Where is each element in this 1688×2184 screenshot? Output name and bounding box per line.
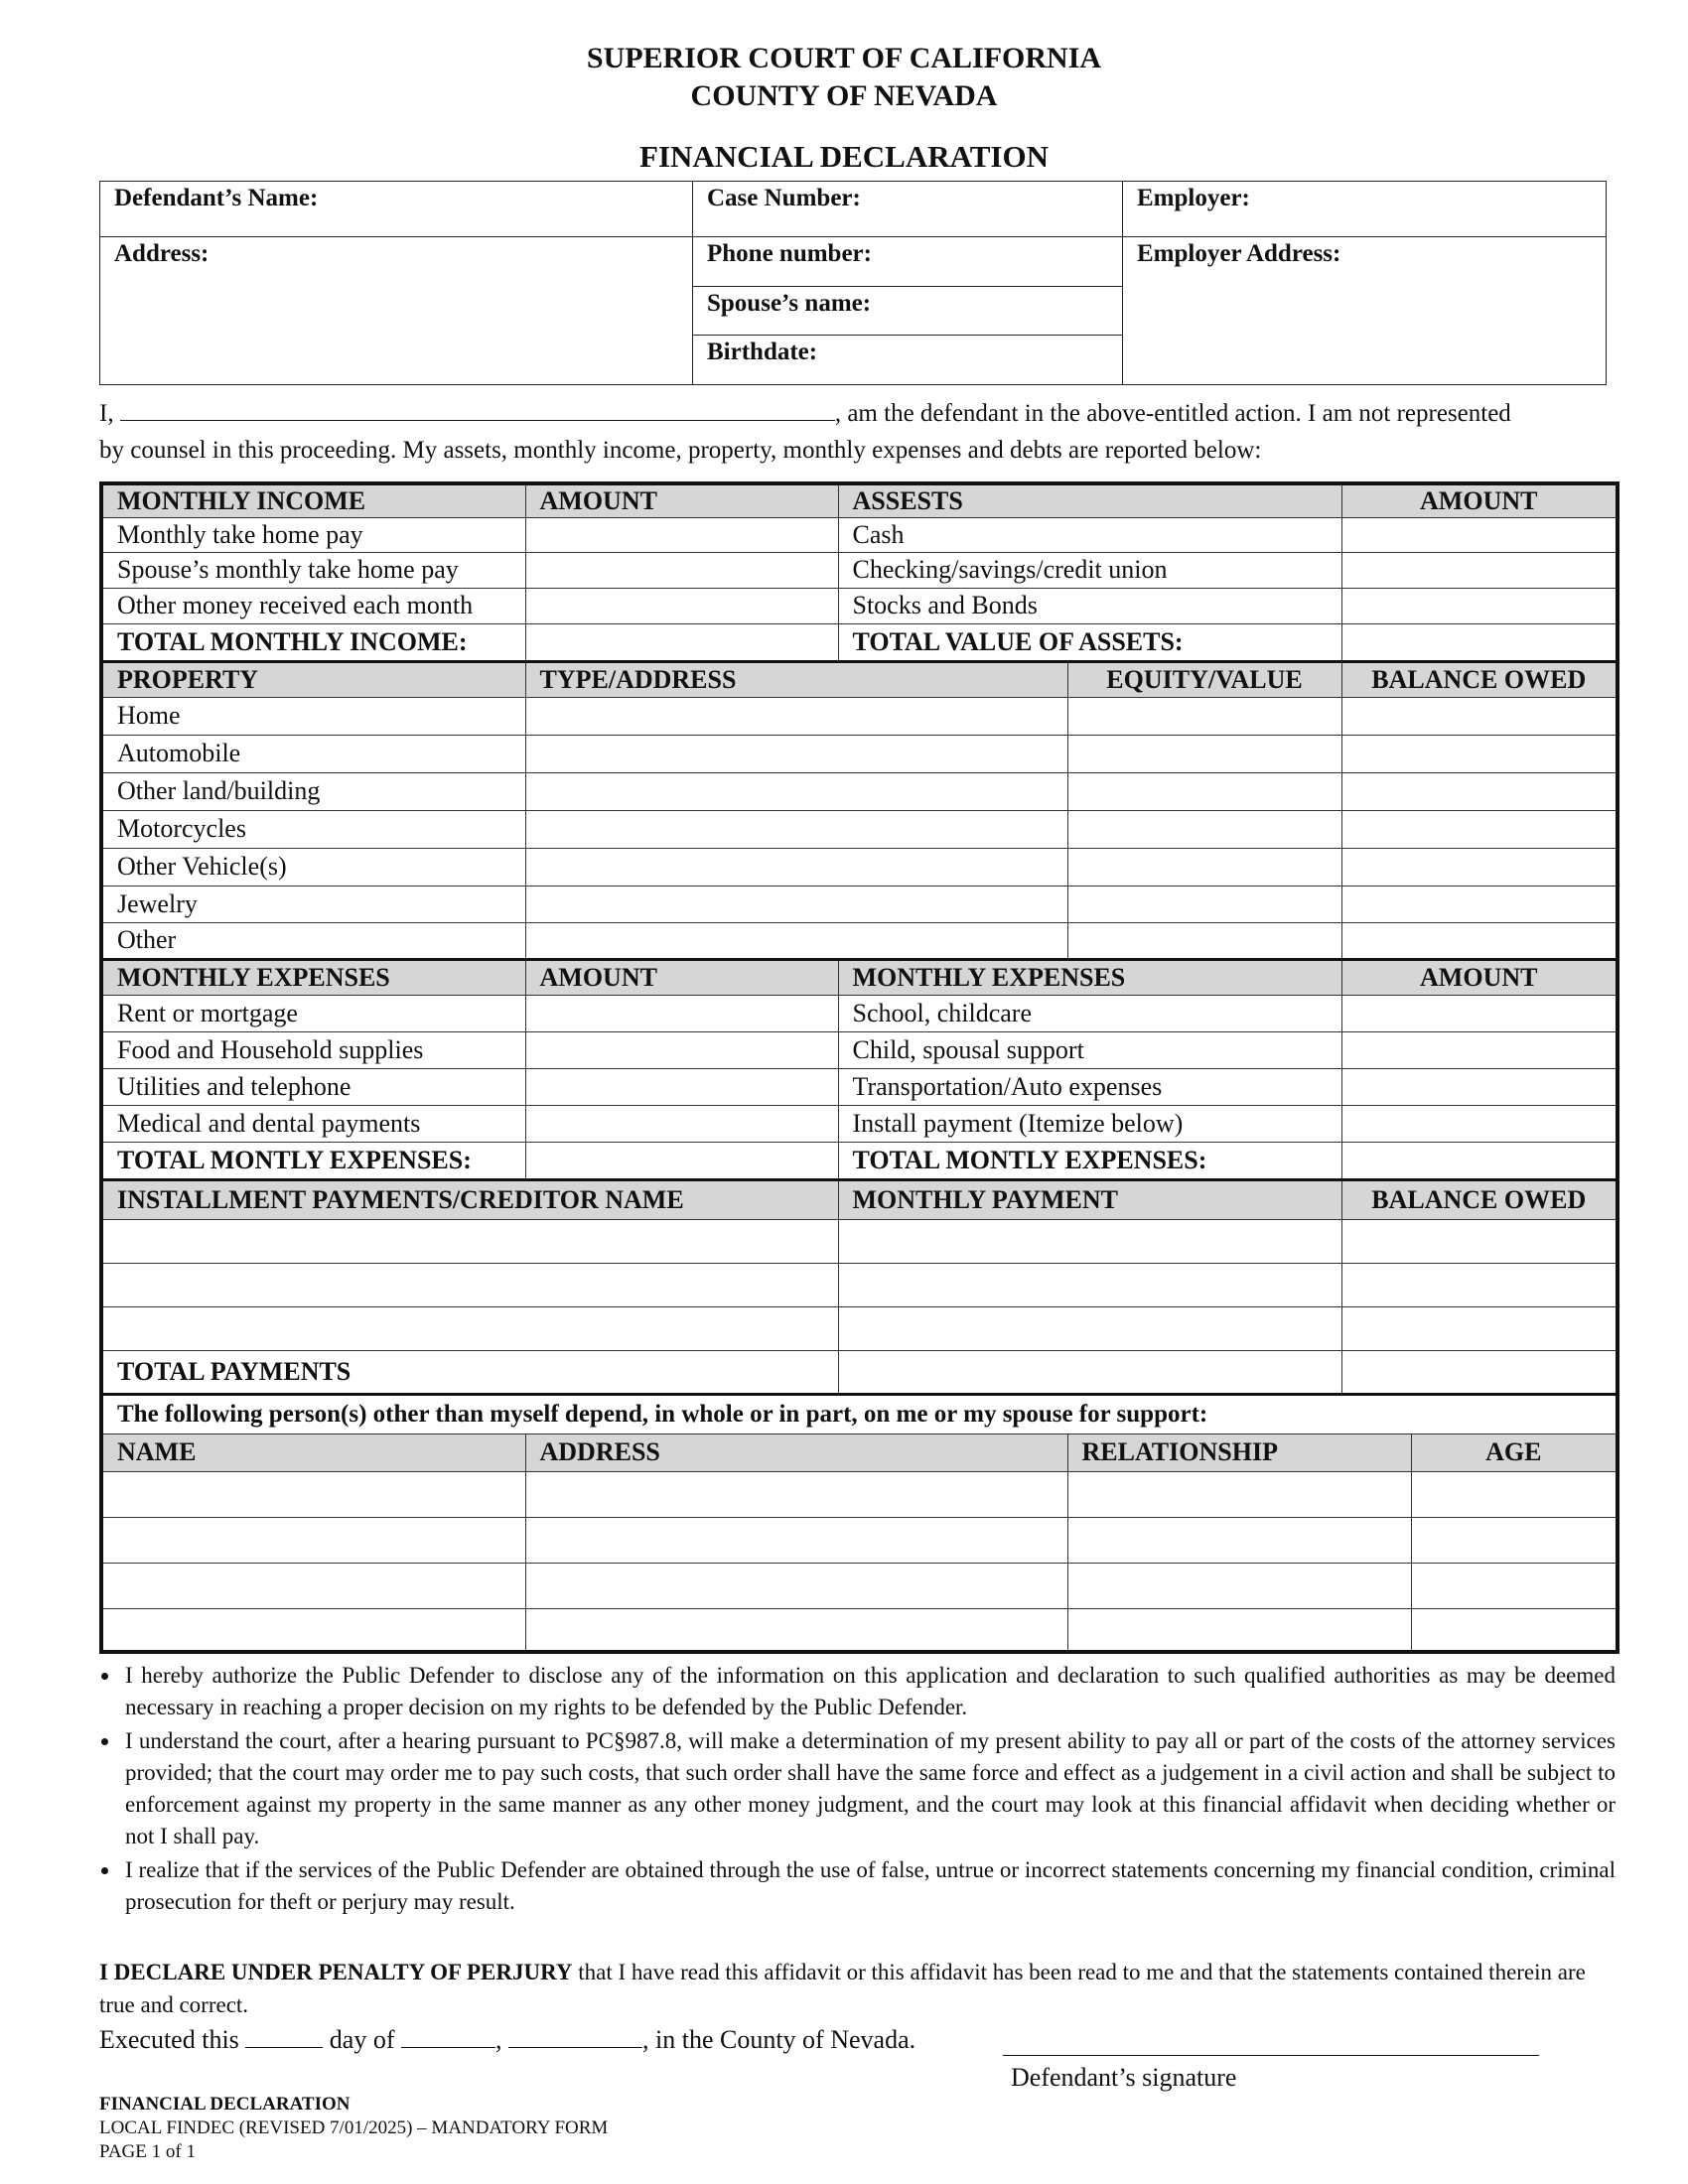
expenses-amount-header: AMOUNT [525, 959, 838, 995]
property-equity-input[interactable] [1067, 848, 1341, 886]
installment-creditor-header: INSTALLMENT PAYMENTS/CREDITOR NAME [101, 1179, 838, 1219]
dependent-address-input[interactable] [525, 1608, 1067, 1652]
employer-address-field[interactable]: Employer Address: [1123, 237, 1607, 385]
property-balance-input[interactable] [1341, 697, 1618, 735]
asset-label: Stocks and Bonds [838, 588, 1341, 623]
expense-label: Utilities and telephone [101, 1068, 525, 1105]
property-type-input[interactable] [525, 886, 1067, 922]
dependent-relationship-input[interactable] [1067, 1608, 1411, 1652]
income-amount-input[interactable] [525, 588, 838, 623]
total-expenses-input[interactable] [525, 1142, 838, 1179]
total-expenses-input-right[interactable] [1341, 1142, 1618, 1179]
dependent-relationship-input[interactable] [1067, 1563, 1411, 1608]
installment-balance-input[interactable] [1341, 1263, 1618, 1306]
property-equity-input[interactable] [1067, 922, 1341, 959]
executed-month-input[interactable] [401, 2025, 495, 2048]
spouse-name-field[interactable]: Spouse’s name: [693, 287, 1123, 336]
county-label: , in the County of Nevada. [642, 2025, 916, 2054]
property-balance-input[interactable] [1341, 735, 1618, 772]
intro-line2: by counsel in this proceeding. My assets, monthly income, property, monthly expenses and debts are reported below: [99, 437, 1262, 464]
property-equity-input[interactable] [1067, 735, 1341, 772]
footer [99, 2093, 608, 2164]
expense-amount-input[interactable] [525, 1068, 838, 1105]
intro-statement [99, 395, 1616, 469]
property-balance-input[interactable] [1341, 848, 1618, 886]
dependent-relationship-input[interactable] [1067, 1517, 1411, 1563]
expense-label: Medical and dental payments [101, 1105, 525, 1142]
total-income-label: TOTAL MONTHLY INCOME: [101, 623, 525, 661]
expense-amount-input[interactable] [525, 1031, 838, 1068]
creditor-input[interactable] [101, 1263, 838, 1306]
expense-amount-input-right[interactable] [1341, 1031, 1618, 1068]
declaration-text: that I have read this affidavit or this affidavit has been read to me and that the statements contained therein are true and correct. [99, 1960, 1586, 2017]
executed-year-input[interactable] [508, 2025, 642, 2048]
employer-field[interactable]: Employer: [1123, 182, 1607, 237]
assets-amount-header: AMOUNT [1341, 483, 1618, 517]
property-equity-input[interactable] [1067, 886, 1341, 922]
total-assets-label: TOTAL VALUE OF ASSETS: [838, 623, 1341, 661]
footer-page: PAGE 1 of 1 [99, 2141, 196, 2162]
defendant-name-line[interactable] [120, 398, 835, 421]
executed-label: Executed this [99, 2025, 239, 2054]
asset-amount-input[interactable] [1341, 552, 1618, 588]
expenses-header: MONTHLY EXPENSES [101, 959, 525, 995]
monthly-payment-input[interactable] [838, 1306, 1341, 1350]
dependent-address-header: ADDRESS [525, 1433, 1067, 1471]
dependent-age-input[interactable] [1411, 1517, 1618, 1563]
property-balance-input[interactable] [1341, 886, 1618, 922]
expense-amount-input[interactable] [525, 995, 838, 1031]
income-amount-input[interactable] [525, 517, 838, 552]
dependent-name-input[interactable] [101, 1517, 525, 1563]
birthdate-field[interactable]: Birthdate: [693, 336, 1123, 385]
income-header: MONTHLY INCOME [101, 483, 525, 517]
expenses-header-right: MONTHLY EXPENSES [838, 959, 1341, 995]
intro-prefix: I, [99, 400, 114, 427]
executed-line [99, 2025, 915, 2055]
property-type-input[interactable] [525, 810, 1067, 848]
asset-label: Checking/savings/credit union [838, 552, 1341, 588]
expense-label: Rent or mortgage [101, 995, 525, 1031]
bullet-false-statements: • I realize that if the services of the Public Defender are obtained through the use of false, untrue or incorrect statements concerning my financial condition, criminal prosecution for theft or perjury may result. [121, 1854, 1616, 1918]
signature-line[interactable] [1003, 2033, 1539, 2056]
asset-amount-input[interactable] [1341, 517, 1618, 552]
monthly-payment-header: MONTHLY PAYMENT [838, 1179, 1341, 1219]
footer-form-id: LOCAL FINDEC (REVISED 7/01/2025) – MANDATORY FORM [99, 2117, 609, 2138]
property-label: Home [101, 697, 525, 735]
declaration-bold: I DECLARE UNDER PENALTY OF PERJURY [99, 1960, 573, 1984]
intro-suffix: , am the defendant in the above-entitled action. I am not represented [834, 400, 1511, 427]
expense-amount-input-right[interactable] [1341, 995, 1618, 1031]
equity-value-header: EQUITY/VALUE [1067, 661, 1341, 697]
property-type-input[interactable] [525, 848, 1067, 886]
property-label: Other Vehicle(s) [101, 848, 525, 886]
property-equity-input[interactable] [1067, 772, 1341, 810]
property-label: Other [101, 922, 525, 959]
footer-title: FINANCIAL DECLARATION [99, 2094, 351, 2115]
dependent-age-input[interactable] [1411, 1471, 1618, 1517]
dependent-relationship-header: RELATIONSHIP [1067, 1433, 1411, 1471]
court-name: SUPERIOR COURT OF CALIFORNIA [586, 42, 1102, 74]
expense-label-right: School, childcare [838, 995, 1341, 1031]
monthly-payment-input[interactable] [838, 1263, 1341, 1306]
creditor-input[interactable] [101, 1306, 838, 1350]
dependents-intro: The following person(s) other than myself depend, in whole or in part, on me or my spouse for support: [101, 1394, 1618, 1433]
total-expenses-label-right: TOTAL MONTLY EXPENSES: [838, 1142, 1341, 1179]
property-type-input[interactable] [525, 772, 1067, 810]
defendant-info-table [99, 181, 1607, 385]
installment-balance-input[interactable] [1341, 1306, 1618, 1350]
dependent-address-input[interactable] [525, 1563, 1067, 1608]
dependent-name-input[interactable] [101, 1563, 525, 1608]
total-assets-input[interactable] [1341, 623, 1618, 661]
monthly-payment-input[interactable] [838, 1219, 1341, 1263]
expense-label-right: Child, spousal support [838, 1031, 1341, 1068]
installment-balance-header: BALANCE OWED [1341, 1179, 1618, 1219]
income-label: Spouse’s monthly take home pay [101, 552, 525, 588]
property-equity-input[interactable] [1067, 697, 1341, 735]
property-balance-input[interactable] [1341, 922, 1618, 959]
perjury-declaration [99, 1956, 1616, 2021]
creditor-input[interactable] [101, 1219, 838, 1263]
dependent-name-input[interactable] [101, 1608, 525, 1652]
dependent-relationship-input[interactable] [1067, 1471, 1411, 1517]
dependent-age-header: AGE [1411, 1433, 1618, 1471]
property-type-input[interactable] [525, 697, 1067, 735]
property-label: Other land/building [101, 772, 525, 810]
expense-amount-input[interactable] [525, 1105, 838, 1142]
total-expenses-label: TOTAL MONTLY EXPENSES: [101, 1142, 525, 1179]
total-payments-input[interactable] [838, 1350, 1341, 1394]
property-balance-input[interactable] [1341, 810, 1618, 848]
day-of-label: day of [329, 2025, 395, 2054]
expenses-amount-header-right: AMOUNT [1341, 959, 1618, 995]
bullet-authorization: • I hereby authorize the Public Defender to disclose any of the information on this application and declaration to such qualified authorities as may be deemed necessary in reaching a proper decision on my rights to be defended by the Public Defender. [121, 1660, 1616, 1723]
asset-label: Cash [838, 517, 1341, 552]
expense-label-right: Transportation/Auto expenses [838, 1068, 1341, 1105]
asset-amount-input[interactable] [1341, 588, 1618, 623]
expense-label-right: Install payment (Itemize below) [838, 1105, 1341, 1142]
income-amount-input[interactable] [525, 552, 838, 588]
income-amount-header: AMOUNT [525, 483, 838, 517]
expense-amount-input-right[interactable] [1341, 1105, 1618, 1142]
dependent-age-input[interactable] [1411, 1608, 1618, 1652]
property-label: Automobile [101, 735, 525, 772]
property-label: Jewelry [101, 886, 525, 922]
property-label: Motorcycles [101, 810, 525, 848]
income-label: Other money received each month [101, 588, 525, 623]
property-type-input[interactable] [525, 922, 1067, 959]
property-equity-input[interactable] [1067, 810, 1341, 848]
total-payments-label: TOTAL PAYMENTS [101, 1350, 838, 1394]
case-number-field[interactable]: Case Number: [693, 182, 1123, 237]
total-income-input[interactable] [525, 623, 838, 661]
address-field[interactable]: Address: [100, 237, 693, 385]
expense-amount-input-right[interactable] [1341, 1068, 1618, 1105]
defendant-name-field[interactable]: Defendant’s Name: [100, 182, 693, 237]
bullet-court-determination: • I understand the court, after a hearing pursuant to PC§987.8, will make a determination of my present ability to pay all or part of the costs of the attorney services provided; that the court may order me to pay such costs, that such order shall have the same force and effect as a judgement in a civil action and shall be subject to enforcement against my property in the same manner as any other money judgment, and the court may look at this financial affidavit when deciding whether or not I shall pay. [121, 1725, 1616, 1852]
type-address-header: TYPE/ADDRESS [525, 661, 1067, 697]
authorization-statements [99, 1660, 1616, 1920]
income-label: Monthly take home pay [101, 517, 525, 552]
dependent-address-input[interactable] [525, 1471, 1067, 1517]
dependent-name-input[interactable] [101, 1471, 525, 1517]
property-header: PROPERTY [101, 661, 525, 697]
property-type-input[interactable] [525, 735, 1067, 772]
property-balance-input[interactable] [1341, 772, 1618, 810]
dependent-name-header: NAME [101, 1433, 525, 1471]
dependent-age-input[interactable] [1411, 1563, 1618, 1608]
expense-label: Food and Household supplies [101, 1031, 525, 1068]
balance-owed-header: BALANCE OWED [1341, 661, 1618, 697]
financial-grid [99, 481, 1619, 1654]
total-payments-balance-input[interactable] [1341, 1350, 1618, 1394]
form-title: FINANCIAL DECLARATION [639, 139, 1049, 174]
executed-day-input[interactable] [245, 2025, 323, 2048]
assets-header: ASSESTS [838, 483, 1341, 517]
signature-label: Defendant’s signature [1011, 2063, 1237, 2092]
comma-label: , [495, 2025, 502, 2054]
installment-balance-input[interactable] [1341, 1219, 1618, 1263]
phone-field[interactable]: Phone number: [693, 237, 1123, 287]
county-name: COUNTY OF NEVADA [690, 79, 998, 112]
dependent-address-input[interactable] [525, 1517, 1067, 1563]
